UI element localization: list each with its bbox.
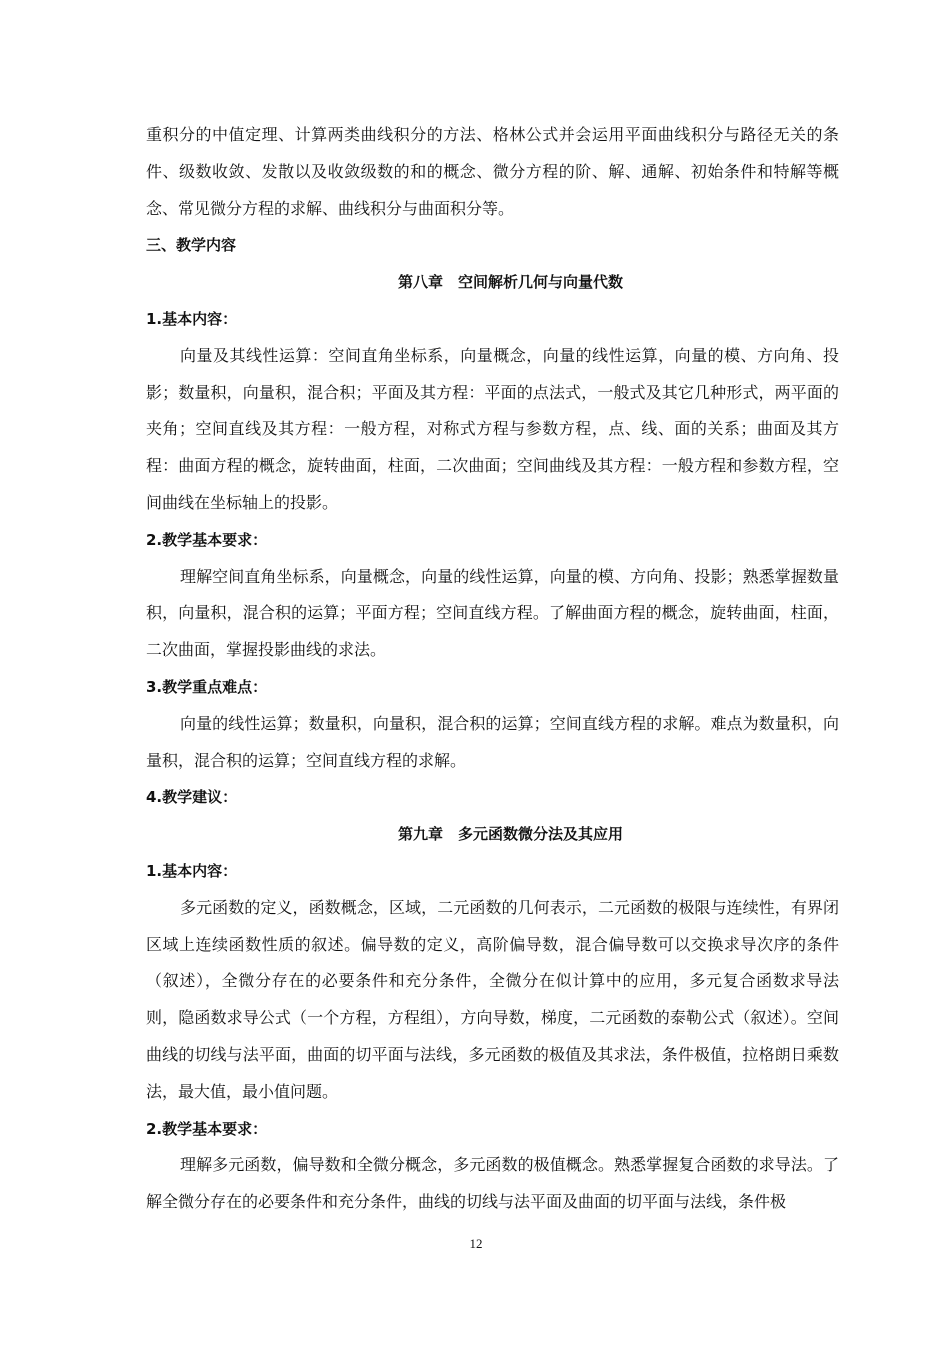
ch8-key-points-text: 向量的线性运算；数量积，向量积，混合积的运算；空间直线方程的求解。难点为数量积，向量积，混合积的运算；空间直线方程的求解。: [146, 713, 839, 770]
intro-paragraph: 重积分的中值定理、计算两类曲线积分的方法、格林公式并会运用平面曲线积分与路径无关的条件、级数收敛、发散以及收敛级数的和的概念、微分方程的阶、解、通解、初始条件和特解等概念、常见微分方程的求解、曲线积分与曲面积分等。: [146, 125, 839, 218]
section-title: 三、教学内容: [146, 236, 237, 255]
chapter-9-title: 第九章 多元函数微分法及其应用: [397, 825, 623, 844]
ch9-requirements-heading: 2.教学基本要求：: [146, 1119, 268, 1138]
chapter-8-title: 第八章 空间解析几何与向量代数: [397, 273, 623, 292]
ch8-key-points-heading: 3.教学重点难点：: [146, 677, 268, 696]
ch9-requirements-text: 理解多元函数，偏导数和全微分概念，多元函数的极值概念。熟悉掌握复合函数的求导法。了解全微分存在的必要条件和充分条件，曲线的切线与法平面及曲面的切平面与法线，条件极: [146, 1155, 839, 1212]
ch8-basic-heading: 1.基本内容：: [146, 309, 238, 328]
ch9-basic-heading: 1.基本内容：: [146, 861, 238, 880]
page-body: [146, 117, 839, 1221]
ch8-requirements-heading: 2.教学基本要求：: [146, 530, 268, 549]
ch8-advice-heading: 4.教学建议：: [146, 788, 238, 807]
ch8-requirements-text: 理解空间直角坐标系，向量概念，向量的线性运算，向量的模、方向角、投影；熟悉掌握数量积，向量积，混合积的运算；平面方程；空间直线方程。了解曲面方程的概念，旋转曲面，柱面，二次曲面，掌握投影曲线的求法。: [146, 566, 839, 660]
ch9-basic-text: 多元函数的定义，函数概念，区域，二元函数的几何表示，二元函数的极限与连续性，有界闭区域上连续函数性质的叙述。偏导数的定义，高阶偏导数，混合偏导数可以交换求导次序的条件（叙述），全微分存在的必要条件和充分条件，全微分在似计算中的应用，多元复合函数求导法则，隐函数求导公式（一个方程，方程组），方向导数，梯度，二元函数的泰勒公式（叙述）。空间曲线的切线与法平面，曲面的切平面与法线，多元函数的极值及其求法，条件极值，拉格朗日乘数法，最大值，最小值问题。: [146, 897, 839, 1101]
ch8-basic-text: 向量及其线性运算：空间直角坐标系，向量概念，向量的线性运算，向量的模、方向角、投影；数量积，向量积，混合积；平面及其方程：平面的点法式，一般式及其它几种形式，两平面的夹角；空间直线及其方程：一般方程，对称式方程与参数方程，点、线、面的关系；曲面及其方程：曲面方程的概念，旋转曲面，柱面，二次曲面；空间曲线及其方程：一般方程和参数方程，空间曲线在坐标轴上的投影。: [146, 345, 839, 512]
page-number: 12: [469, 1236, 483, 1251]
